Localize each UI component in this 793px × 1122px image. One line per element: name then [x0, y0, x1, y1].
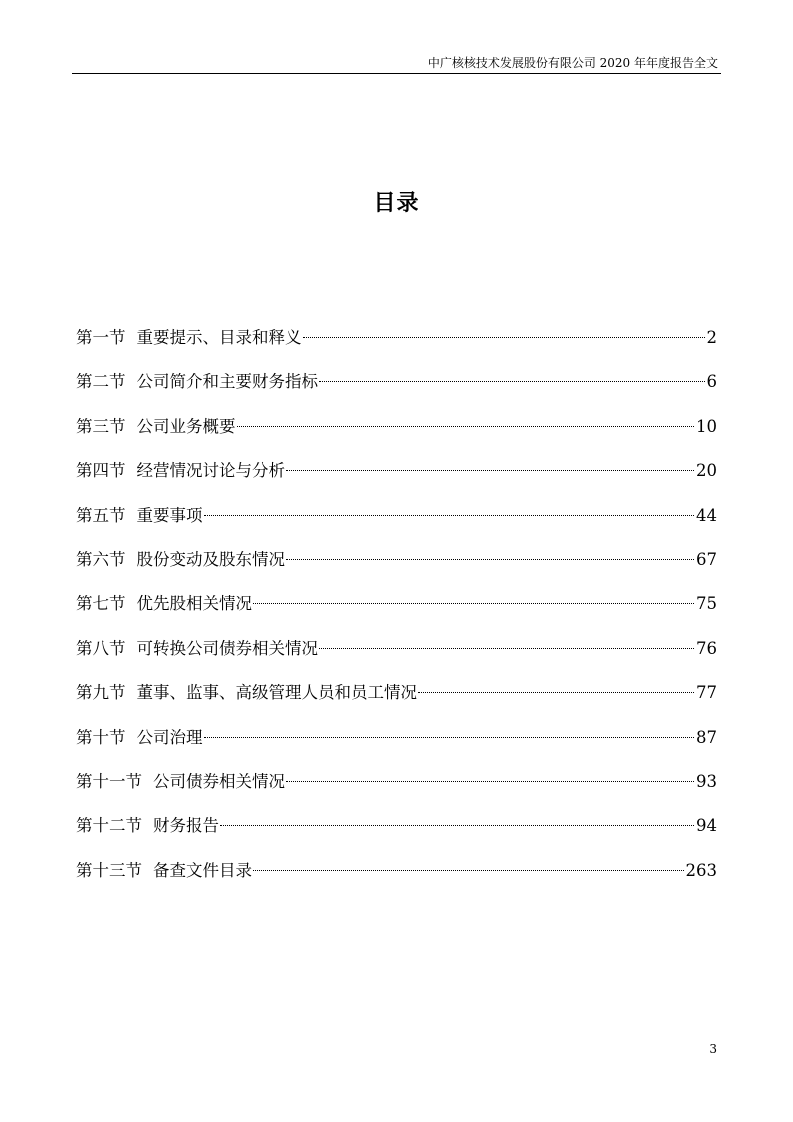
toc-section-label: 财务报告: [153, 816, 219, 836]
toc-page-number: 2: [706, 328, 717, 347]
toc-entry[interactable]: [76, 812, 717, 856]
toc-section-label: 备查文件目录: [153, 860, 252, 880]
toc-entry[interactable]: [76, 502, 717, 546]
toc-page-number: 263: [685, 860, 717, 880]
dot-leader: [418, 692, 694, 693]
toc-page-number: 44: [696, 505, 717, 525]
dot-leader: [286, 470, 694, 471]
dot-leader: [220, 825, 694, 826]
toc-page-number: 93: [696, 771, 717, 791]
toc-entry[interactable]: [76, 457, 717, 501]
toc-page-number: 6: [706, 372, 717, 392]
dot-leader: [319, 381, 705, 382]
toc-section-number: 第十节: [76, 727, 126, 747]
header-divider: [72, 73, 721, 74]
toc-entry[interactable]: [76, 368, 717, 412]
toc-section-number: 第二节: [76, 372, 126, 392]
toc-section-number: 第十二节: [76, 816, 142, 836]
toc-section-number: 第九节: [76, 683, 126, 703]
toc-section-label: 公司业务概要: [136, 416, 236, 436]
toc-section-label: 重要事项: [136, 505, 203, 525]
dot-leader: [253, 603, 694, 604]
toc-section-label: 重要提示、目录和释义: [136, 328, 302, 347]
toc-entry[interactable]: [76, 724, 717, 768]
toc-section-label: 公司简介和主要财务指标: [136, 372, 318, 392]
toc-page-number: 10: [696, 416, 717, 436]
table-of-contents: [76, 324, 717, 901]
dot-leader: [286, 559, 694, 560]
toc-section-number: 第六节: [76, 549, 126, 569]
toc-section-label: 经营情况讨论与分析: [136, 461, 285, 481]
toc-section-number: 第四节: [76, 461, 126, 481]
toc-title: 目录: [373, 190, 420, 216]
toc-section-label: 董事、监事、高级管理人员和员工情况: [136, 683, 417, 703]
toc-entry[interactable]: [76, 679, 717, 723]
dot-leader: [286, 781, 694, 782]
toc-entry[interactable]: [76, 768, 717, 812]
toc-page-number: 77: [696, 683, 717, 703]
toc-page-number: 87: [696, 727, 717, 747]
toc-section-label: 优先股相关情况: [136, 594, 252, 614]
dot-leader: [204, 737, 695, 738]
toc-section-number: 第十三节: [76, 860, 142, 880]
toc-entry[interactable]: [76, 857, 717, 901]
toc-entry[interactable]: [76, 324, 717, 368]
toc-section-number: 第一节: [76, 328, 126, 347]
toc-page-number: 94: [696, 816, 717, 836]
toc-section-number: 第三节: [76, 416, 126, 436]
dot-leader: [204, 515, 695, 516]
dot-leader: [253, 870, 684, 871]
toc-section-label: 股份变动及股东情况: [136, 549, 285, 569]
toc-page-number: 67: [696, 549, 717, 569]
toc-page-number: 20: [696, 461, 717, 481]
running-header: 中广核核技术发展股份有限公司 2020 年年度报告全文: [427, 56, 718, 70]
toc-section-label: 公司治理: [136, 727, 203, 747]
toc-page-number: 76: [696, 638, 717, 658]
dot-leader: [237, 426, 695, 427]
toc-entry[interactable]: [76, 590, 717, 634]
toc-section-number: 第五节: [76, 505, 126, 525]
toc-section-label: 公司债券相关情况: [153, 771, 285, 791]
toc-entry[interactable]: [76, 546, 717, 590]
toc-page-number: 75: [696, 594, 717, 614]
dot-leader: [319, 648, 694, 649]
toc-entry[interactable]: [76, 635, 717, 679]
toc-section-label: 可转换公司债券相关情况: [136, 638, 318, 658]
toc-section-number: 第八节: [76, 638, 126, 658]
toc-section-number: 第七节: [76, 594, 126, 614]
dot-leader: [303, 337, 705, 338]
page-number: 3: [709, 1042, 717, 1056]
toc-entry[interactable]: [76, 413, 717, 457]
toc-section-number: 第十一节: [76, 771, 142, 791]
